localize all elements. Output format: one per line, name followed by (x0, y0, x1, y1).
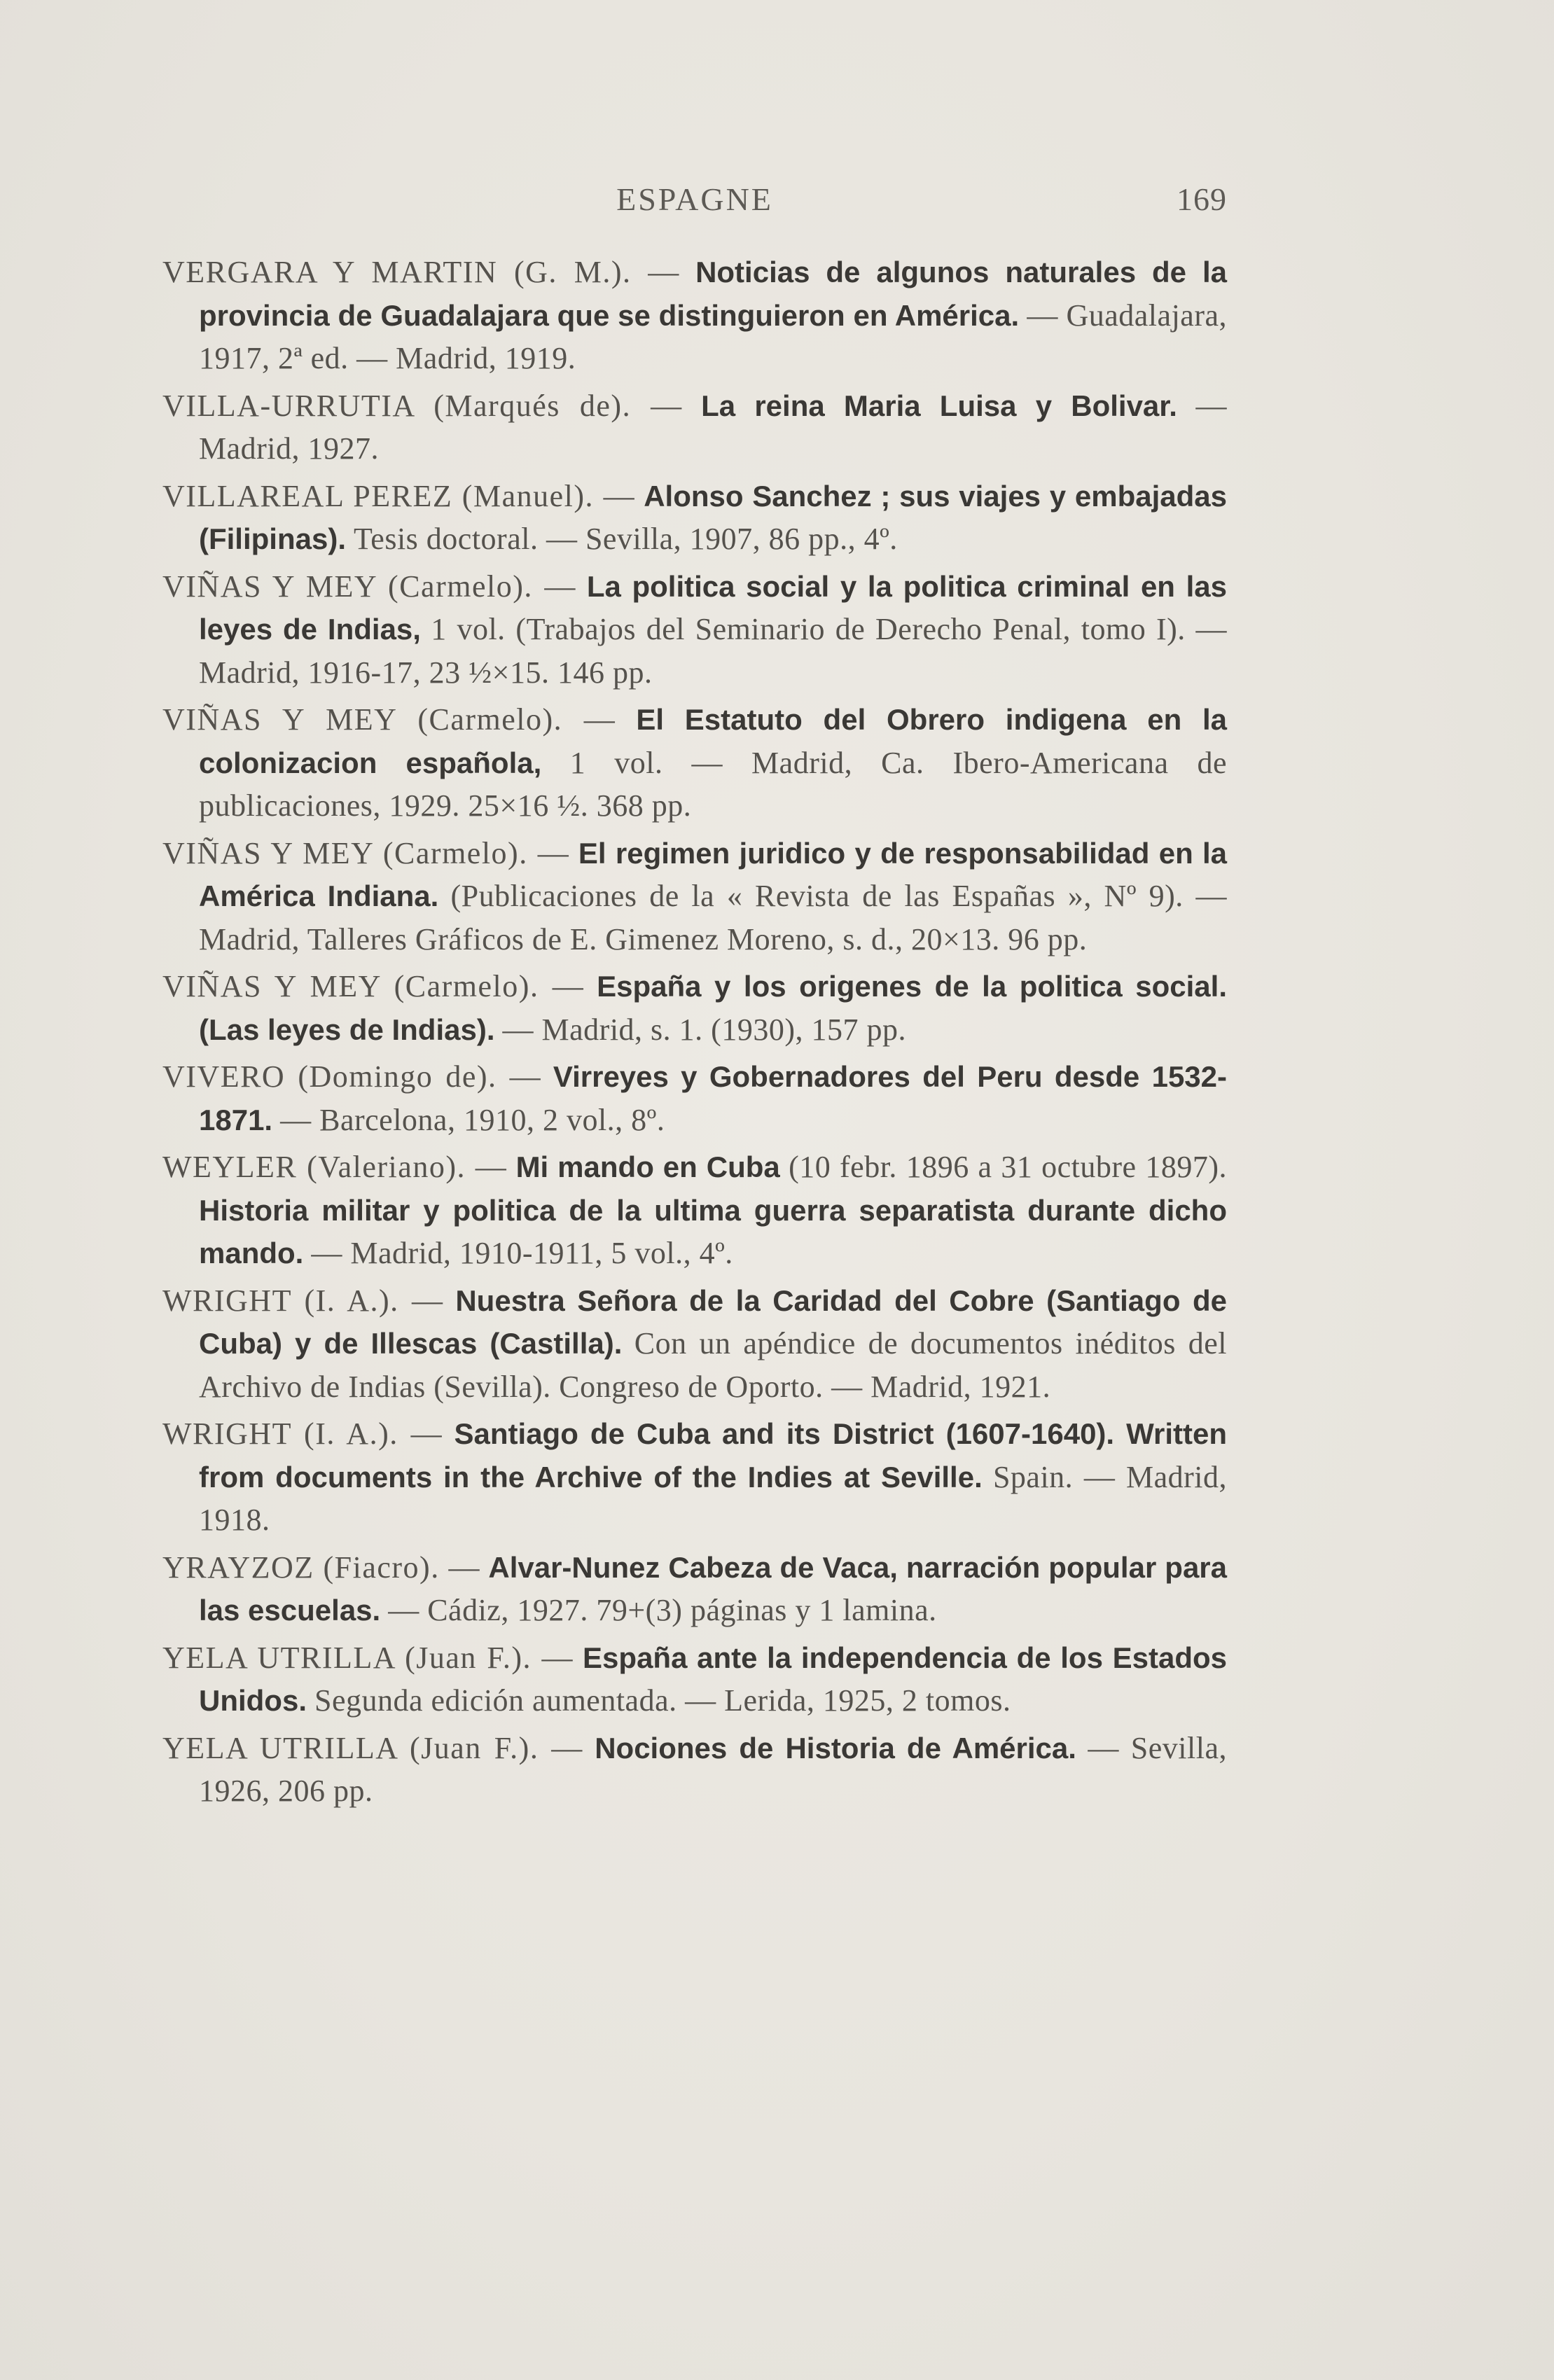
bibliography-entries (162, 251, 1227, 1817)
running-head (162, 181, 1227, 223)
entry-author: VIÑAS Y MEY (Carmelo). — (162, 835, 570, 870)
running-title: ESPAGNE (616, 181, 773, 217)
entry-imprint: 1 vol. (Trabajos del Seminario de Derecho Penal, tomo I). — Madrid, 1916-17, 23 ½×15. 146 pp. (199, 612, 1228, 690)
entry-title: Mi mando en Cuba (515, 1150, 780, 1183)
entry-imprint: — Madrid, 1927. (199, 388, 1228, 466)
entry-author: YELA UTRILLA (Juan F.). — (162, 1640, 574, 1675)
entry-author: VERGARA Y MARTIN (G. M.). — (162, 255, 680, 289)
entry-title: Santiago de Cuba and its District (1607-1640). Written from documents in the Archive of the Indies at Seville. (199, 1417, 1228, 1494)
bibliography-entry (162, 1055, 1227, 1141)
bibliography-entry (162, 565, 1227, 695)
entry-imprint: — Cádiz, 1927. 79+(3) páginas y 1 lamina. (388, 1593, 937, 1627)
entry-title: Nuestra Señora de la Caridad del Cobre (Santiago de Cuba) y de Illescas (Castilla). (199, 1283, 1228, 1360)
entry-title: Alvar-Nunez Cabeza de Vaca, narración popular para las escuelas. (199, 1550, 1228, 1627)
entry-imprint: — Madrid, s. 1. (1930), 157 pp. (502, 1012, 906, 1047)
entry-title: El Estatuto del Obrero indigena en la colonizacion española, (199, 703, 1228, 779)
entry-imprint: Con un apéndice de documentos inéditos del Archivo de Indias (Sevilla). Congreso de Oporto. — Madrid, 1921. (199, 1326, 1228, 1404)
entry-author: WRIGHT (I. A.). — (162, 1283, 444, 1318)
entry-title: El regimen juridico y de responsabilidad en la América Indiana. (199, 836, 1228, 912)
entry-author: VIÑAS Y MEY (Carmelo). — (162, 969, 585, 1003)
bibliography-entry (162, 1279, 1227, 1409)
entry-author: VIVERO (Domingo de). — (162, 1059, 542, 1094)
bibliography-entry (162, 832, 1227, 961)
entry-title: La politica social y la politica criminal en las leyes de Indias, (199, 569, 1228, 646)
entry-author: YRAYZOZ (Fiacro). — (162, 1550, 481, 1585)
bibliography-entry (162, 698, 1227, 828)
entry-author: WEYLER (Valeriano). — (162, 1150, 508, 1184)
entry-title: Alonso Sanchez ; sus viajes y embajadas (Filipinas). (199, 479, 1227, 555)
entry-title: Virreyes y Gobernadores del Peru desde 1532-1871. (199, 1060, 1228, 1136)
entry-imprint: 1 vol. — Madrid, Ca. Ibero-Americana de publicaciones, 1929. 25×16 ½. 368 pp. (199, 745, 1228, 823)
bibliography-entry (162, 251, 1227, 380)
entry-author: VILLAREAL PEREZ (Manuel). — (162, 478, 636, 513)
entry-imprint: Tesis doctoral. — Sevilla, 1907, 86 pp., 4º. (354, 522, 898, 556)
page-number: 169 (1177, 181, 1227, 217)
bibliography-entry (162, 965, 1227, 1051)
entry-imprint: — Guadalajara, 1917, 2ª ed. — Madrid, 1919. (199, 298, 1227, 375)
bibliography-entry (162, 1546, 1227, 1632)
entry-imprint-secondary: — Madrid, 1910-1911, 5 vol., 4º. (311, 1236, 733, 1270)
entry-imprint: — Sevilla, 1926, 206 pp. (199, 1730, 1227, 1808)
entry-title: La reina Maria Luisa y Bolivar. (701, 389, 1177, 422)
entry-author: VILLA-URRUTIA (Marqués de). — (162, 388, 683, 423)
entry-author: YELA UTRILLA (Juan F.). — (162, 1730, 583, 1765)
entry-title: Nociones de Historia de América. (595, 1731, 1076, 1765)
entry-author: WRIGHT (I. A.). — (162, 1417, 443, 1451)
entry-imprint: Spain. — Madrid, 1918. (199, 1459, 1228, 1537)
entry-title: España ante la independencia de los Estados Unidos. (199, 1641, 1227, 1717)
entry-author: VIÑAS Y MEY (Carmelo). — (162, 569, 576, 604)
entry-title: Noticias de algunos naturales de la provincia de Guadalajara que se distinguieron en América. (199, 256, 1227, 332)
bibliography-entry (162, 1412, 1227, 1542)
bibliography-entry (162, 1636, 1227, 1723)
entry-subtitle: Historia militar y politica de la ultima guerra separatista durante dicho mando. (199, 1193, 1227, 1269)
entry-imprint: Segunda edición aumentada. — Lerida, 1925, 2 tomos. (314, 1683, 1011, 1718)
entry-imprint: — Barcelona, 1910, 2 vol., 8º. (280, 1102, 665, 1137)
bibliography-entry (162, 1727, 1227, 1813)
entry-imprint: (10 febr. 1896 a 31 octubre 1897). (789, 1150, 1227, 1184)
entry-title: España y los origenes de la politica social. (Las leyes de Indias). (199, 970, 1227, 1046)
bibliography-entry (162, 475, 1227, 561)
bibliography-entry (162, 384, 1227, 471)
entry-imprint: (Publicaciones de la « Revista de las Españas », Nº 9). — Madrid, Talleres Gráficos de E. Gimenez Moreno, s. d., 20×13. 96 pp. (199, 879, 1227, 956)
entry-author: VIÑAS Y MEY (Carmelo). — (162, 702, 616, 737)
bibliography-entry (162, 1146, 1227, 1275)
